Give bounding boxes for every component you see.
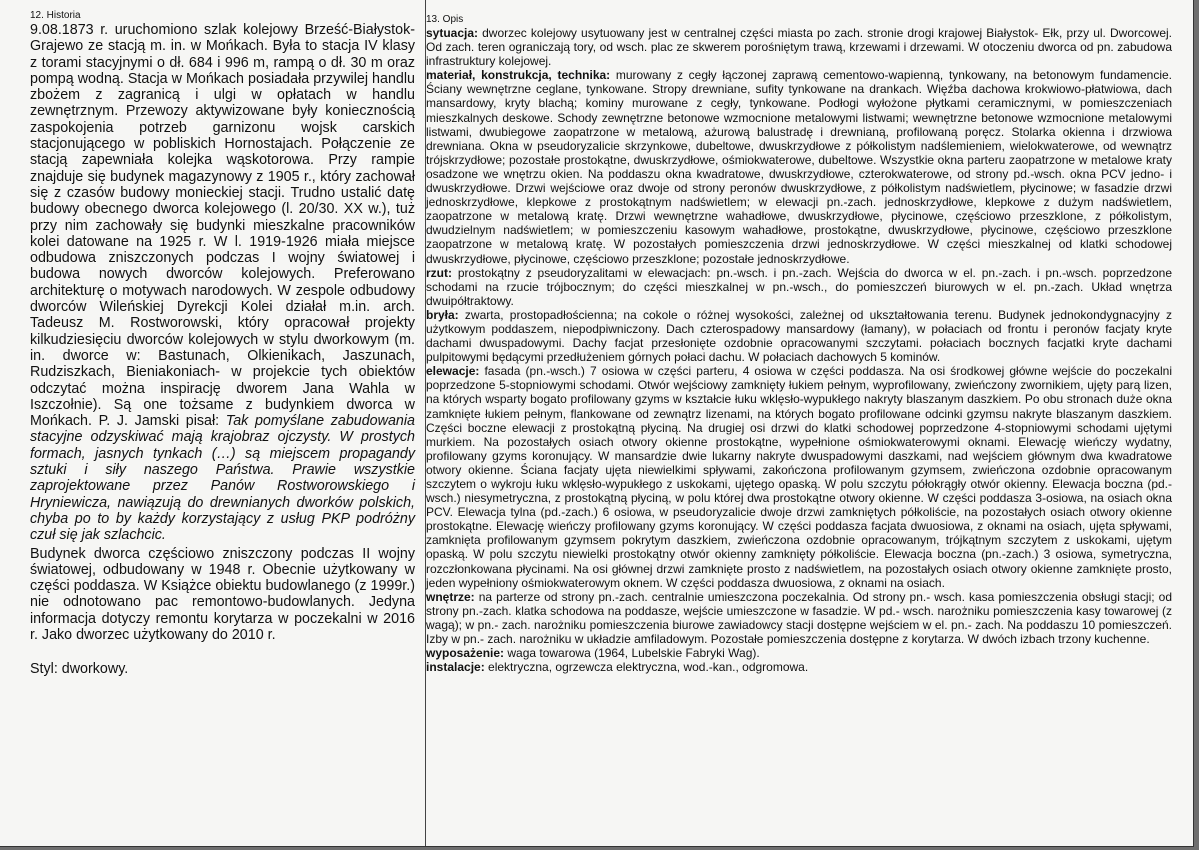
section-label: materiał, konstrukcja, technika: [426, 68, 611, 83]
section-label: bryła: [426, 307, 459, 322]
section-text: zwarta, prostopadłościenna; na cokole o różnej wysokości, zależnej od ukształtowania terenu. Budynek jednokondygnacyjny z użytkowym poddaszem, niepodpiwniczony. Dach czterospadowy mansardowy (łamany), w połaciach od frontu i peronów facjaty kryte dachami dwuspadowymi. Dachy facjat przesłonięte ozdobnie opracowanymi szczytami. połaciach bocznych facjatki kryte dachami pulpitowymi będącymi przedłużeniem górnych połaci dachu. W połaciach dachowych 5 kominów. [426, 307, 1172, 365]
history-heading: 12. Historia [30, 10, 81, 21]
section-label: sytuacja: [426, 26, 479, 40]
section-wyposazenie [426, 646, 1172, 660]
description-column [426, 14, 1172, 840]
section-text: waga towarowa (1964, Lubelskie Fabryki Wag). [504, 646, 760, 661]
section-sytuacja [426, 26, 1172, 68]
history-column [30, 10, 415, 840]
history-paragraph-2: Budynek dworca częściowo zniszczony podczas II wojny światowej, odbudowany w 1948 r. Obecnie użytkowany w części poddasza. W Książce obiektu budowlanego (z 1999r.) nie odnotowano pac remontowo-budowlanych. Jedyna informacja dotyczy remontu korytarza w poczekalni w 2016 r. Jako dworzec użytkowany do 2010 r. [30, 545, 415, 643]
section-label: elewacje: [426, 364, 480, 379]
section-rzut [426, 266, 1172, 308]
section-label: rzut: [426, 265, 452, 280]
section-text: murowany z cegły łączonej zaprawą cementowo-wapienną, tynkowany, na betonowym fundamencie. Ściany wewnętrzne ceglane, tynkowane. Stropy drewniane, sufity tynkowane na drankach. Więźba dachowa krokwiowo-płatwiowa, dach mansardowy, kryty blachą; kominy murowane z cegły, tynkowane. Podłogi wyłożone płytkami ceramicznymi, w pomieszczeniach mieszkalnych deskowe. Schody zewnętrzne betonowe wzmocnione metalowymi listwami; wewnętrzne betonowe wzmocnione metalowymi listwami, dwubiegowe zaopatrzone w metalową, ażurową balustradę i drewnianą, profilowaną poręcz. Stolarka okienna i drzwiowa drewniana. Okna w pseudoryzalicie skrzynkowe, dubeltowe, dwuskrzydłowe z półkolistym nadślemieniem, wielokwaterowe, od wewnątrz trójskrzydłowe; pozostałe prostokątne, dwuskrzydłowe, ośmiokwaterowe, dubeltowe. Wszystkie okna parteru zaopatrzone w metalowe kraty osadzone we wnętrzu okien. Na poddaszu okna kwadratowe, dwuskrzydłowe, czterokwaterowe, od strony pd.-wsch. okna PCV jedno- i dwuskrzydłowe. Drzwi wejściowe oraz dwoje od strony peronów dwuskrzydłowe, z półkolistym nadświetlem, płycinowe; w fasadzie drzwi jednoskrzydłowe, klepkowe z prostokątnym nadświetlem; w elewacji pn.-zach. jednoskrzydłowe, klepkowe z dużym nadświetlem, zaopatrzone w metalową kratę. Drzwi wewnętrzne wahadłowe, dwuskrzydłowe, płycinowe, częściowo przeszklone, z półkolistym, dwudzielnym nadświetlem; w pomieszczeniu kasowym wahadłowe, prostokątne, dwuskrzydłowe, płycinowe, częściowo przeszklone zaopatrzone w metalową kratę. W pozostałych pomieszczenia drzwi jednoskrzydłowe. W części mieszkalnej od klatki schodowej dwuskrzydłowe, płycinowe, częściowo przeszklone; pozostałe jednoskrzydłowe. [426, 68, 1173, 266]
style-line: Styl: dworkowy. [30, 661, 129, 678]
section-text: fasada (pn.-wsch.) 7 osiowa w części parteru, 4 osiowa w części poddasza. Na osi środkowej główne wejście do poczekalni poprzedzone 5-stopniowymi schodami. Otwór wejściowy zamknięty łukiem pełnym, wyprofilowany, zwieńczony zwornikiem, ujęty parą lizen, na których wsparty bogato profilowany gzyms w kształcie łuku wklęsło-wypukłego nakryty blaszanym daszkiem. Po obu stronach duże okna zamknięte łukiem pełnym, flankowane od zewnątrz lizenami, na których bogato profilowane odcinki gzymsu nakryte blaszanym daszkiem. Części boczne elewacji z prostokątną płyciną. Na drugiej osi drzwi do klatki schodowej poprzedzone 4-stopniowymi schodami ujętymi murkiem. Na pozostałych osiach otwory okienne prostokątne, wypełnione ośmiokwaterowymi oknami. Elewację wieńczy wydatny, profilowany gzyms koronujący. W mansardzie dwie lukarny nakryte dwuspadowymi daszkami, nad wejściem głównym dwa kwadratowe otwory okienne. Ściana facjaty ujęta niewielkimi spływami, zakończona profilowanym gzymsem, zwieńczona ozdobnie opracowanym szczytem o wykroju łuku wklęsło-wypukłego z uskokami, ujętego opaską. W polu szczytu półokrągły otwór okienny. Elewacja boczna (pd.-wsch.) niesymetryczna, z prostokątną płyciną, w polu której dwa prostokątne otwory okienne. W części poddasza 3-osiowa, na osiach okna PCV. Elewacja tylna (pd.-zach.) 6 osiowa, w pseudoryzalicie dwoje drzwi zamkniętych półkoliście, na pozostałych osiach otwory okienne prostokątne. Elewację wieńczy profilowany gzyms koronujący. W części poddasza facjata dwuosiowa, z oknami na osiach, ujęta spływami, zamknięta profilowanym gzymsem pokrytym daszkiem, zwieńczona ozdobnie opracowanym, trójkątnym szczytem z uskokami, ujętym opaską. W polu szczytu niewielki prostokątny otwór okienny zamknięty półkoliście. Elewacja boczna (pn.-zach.) 3 osiowa, symetryczna, rozczłonkowana płycinami. Na osi głównej drzwi zamknięte prosto z nadświetlem, na pozostałych osiach otwory okienne zamknięte prosto, jeden wypełniony ośmiokwaterowym oknem. W części poddasza dwuosiowa, z oknami na osiach. [426, 364, 1172, 590]
section-label: wyposażenie: [426, 646, 505, 661]
section-wnetrze [426, 590, 1172, 646]
section-material [426, 68, 1172, 265]
section-text: elektryczna, ogrzewcza elektryczna, wod.-kan., odgromowa. [484, 660, 809, 675]
section-bryla [426, 308, 1172, 364]
description-heading: 13. Opis [426, 14, 464, 25]
section-instalacje [426, 660, 1172, 674]
section-label: instalacje: [426, 660, 485, 675]
section-text: na parterze od strony pn.-zach. centralnie umieszczona poczekalnia. Od strony pn.- wsch. kasa pomieszczenia obsługi stacji; od strony pn.-zach. klatka schodowa na poddasze, wejście umieszczone w fasadzie. W pd.- wsch. narożniku pomieszczenia kasy towarowej (z wagą); w pn.- zach. narożniku pomieszczenia biurowe zawiadowcy stacji dostępne wejściem w el. pn.- zach. Na poddaszu 10 pomieszczeń. Izby w pn.- zach. narożniku w układzie amfiladowym. Pozostałe pomieszczenia dostępne z korytarza. W dwóch izbach trzony kuchenne. [426, 589, 1172, 647]
section-text: prostokątny z pseudoryzalitami w elewacjach: pn.-wsch. i pn.-zach. Wejścia do dworca w el. pn.-zach. i pn.-wsch. poprzedzone schodami na rzucie trójbocznym; do części mieszkalnej w pn.-wsch., do pomieszczeń biurowych w el. pn.-zach. Układ wnętrza dwuipółtraktowy. [426, 265, 1172, 308]
section-label: wnętrze: [426, 589, 475, 604]
section-text: dworzec kolejowy usytuowany jest w centralnej części miasta po zach. stronie drogi krajowej Białystok- Ełk, przy ul. Dworcowej. Od zach. teren ograniczają tory, od wsch. plac ze skwerem porośniętym trawą, krzewami i drzewami. W otoczeniu dworca od pn. zabudowa infrastruktury kolejowej. [426, 26, 1172, 69]
history-paragraph-1 [30, 22, 415, 544]
history-text: 9.08.1873 r. uruchomiono szlak kolejowy Brześć-Białystok-Grajewo ze stacją m. in. w Mońkach. Była to stacja IV klasy z torami stacyjnymi o dł. 684 i 996 m, rampą o dł. 30 m oraz pompą wodną. Stacja w Mońkach posiadała przywilej handlu zbożem z zagranicą i ulgi w opłatach w handlu zewnętrznym. Przewozy aktywizowane były koniecznością zaspokojenia potrzeb garnizonu wojsk carskich stacjonującego w pobliskich Hornostajach. Połączenie ze stacją zapewniała kolejka wąskotorowa. Przy rampie znajduje się budynek magazynowy z 1905 r., który zachował się z czasów budowy monieckiej stacji. Trudno ustalić datę budowy obecnego dworca kolejowego (l. 20/30. XX w.), tuż przy nim zachowały się budynki mieszkalne pracowników kolei datowane na 1925 r. W l. 1919-1926 miała miejsce odbudowa zniszczonych podczas I wojny światowej i budowa nowych dworców kolejowych. Preferowano architekturę o motywach narodowych. W zespole odbudowy dworców Wileńskiej Dyrekcji Kolei działał m.in. arch. Tadeusz M. Rostworowski, który opracował projekty kilkudziesięciu dworców kolejowych w stylu dworkowym (m. in. dworce w: Bastunach, Olkienikach, Jaszunach, Rudziszkach, Bieniakoniach- w projekcie tych obiektów odczytać można inspirację dworem Jana Wahla w Iszczołnie). Są one tożsame z budynkiem dworca w Mońkach. P. J. Jamski pisał: [30, 22, 415, 430]
section-elewacje [426, 364, 1172, 590]
jamski-quote: Tak pomyślane zabudowania stacyjne odzyskiwać mają krajobraz ojczysty. W prostych formach, jasnych tynkach (…) są miejscem propagandy sztuki i siły naszego Państwa. Prawie wszystkie zaprojektowane przez Panów Rostworowskiego i Hryniewicza, nawiązują do drewnianych dworków polskich, chyba po to by każdy korzystający z usług PKP podróżny czuł się jak szlachcic. [30, 413, 415, 544]
